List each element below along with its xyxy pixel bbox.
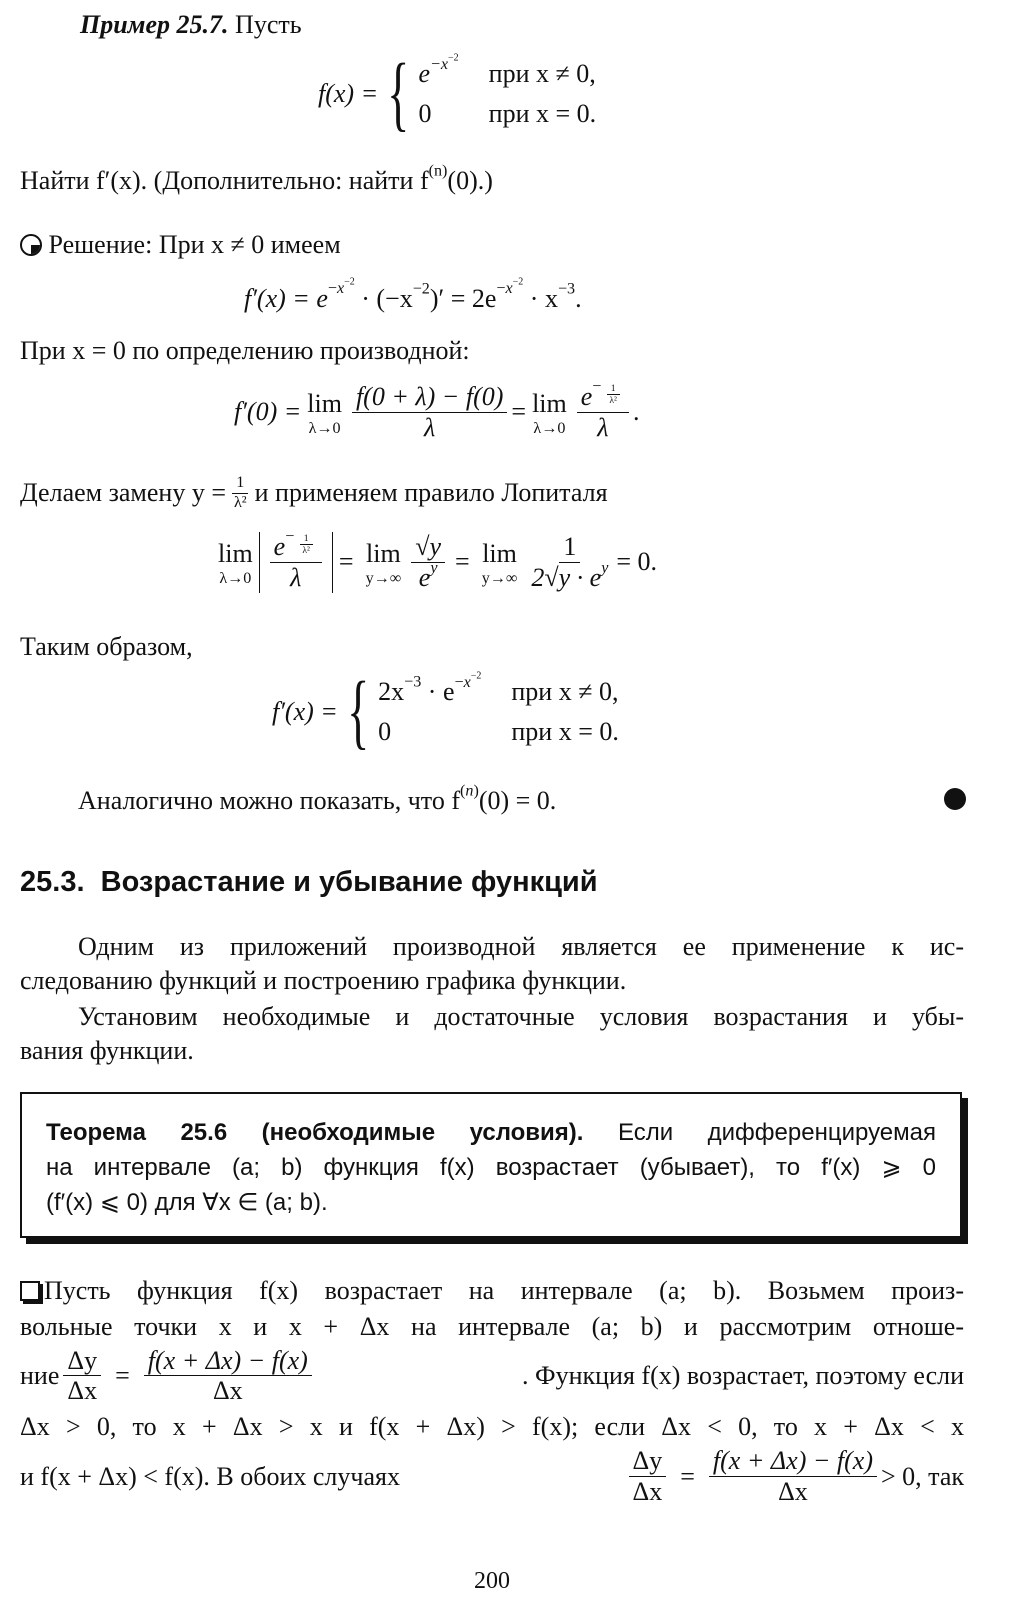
solution-start-icon [20,234,42,256]
proof-block [20,1274,964,1507]
lopital-limit: lim λ→0 $e^{- \frac{1}{\text{λ²}}}$ λ = lim y→∞ $\frac{√y}{e^y}$ = lim y→∞ $\frac{1}{2√y \cdot e^y}$ = 0. [218,528,658,592]
solution-label: Решение: [48,230,153,259]
substitution-line: Делаем замену y = $\frac{1}{\text{λ²}}$ и применяем правило Лопиталя [20,474,608,511]
paragraph-1: Одним из приложений производной является ее применение к ис- следованию функций и построению графика функции. [20,932,964,995]
example-intro: Пусть [235,10,302,39]
proof-line1: Пусть функция f(x) возрастает на интервале (a; b). Возьмем произ- [20,1274,964,1308]
page-number: 200 [474,1568,510,1594]
solution-line [20,228,341,262]
proof-line4: Δx > 0, то x + Δx > x и f(x + Δx) > f(x); если Δx < 0, то x + Δx < x [20,1412,964,1442]
cases-block [418,52,597,131]
limit-definition: f′(0) = lim λ→0 $\frac{f(0 + \lambda) - f(0)}{\lambda}$ = lim λ→0 $e^{- \frac{1}{\text{λ²}}}$ λ . [234,378,640,442]
case1-condition: при x ≠ 0, [488,59,596,89]
derivative-formula: $f'(x) = e^{-x^{-2}} \cdot (-x^{-2})' = 2e^{-x^{-2}} \cdot x^{-3}$. [244,276,582,313]
at-zero-line: При x = 0 по определению производной: [20,336,470,365]
theorem-line3: (f′(x) ⩽ 0) для ∀x ∈ (a; b). [46,1188,328,1216]
paragraph-2: Установим необходимые и достаточные условия возрастания и убы- вания функции. [20,1002,964,1065]
proof-line3: ние $\frac{\Delta y}{\Delta x}$ = $\frac{f(x + \Delta x) - f(x)}{\Delta x}$ . Функция f(x) возрастает, поэтому если [20,1345,964,1406]
solution-line1: При x ≠ 0 имеем [158,230,341,259]
proof-line2: вольные точки x и x + Δx на интервале (a; b) и рассмотрим отноше- [20,1311,964,1341]
task-line: Найти f′(x). (Дополнительно: найти $f^{(n)}(0)$.) [20,162,493,195]
case2-condition: при x = 0. [488,99,597,128]
theorem-box [20,1092,962,1238]
left-brace: { [346,665,370,758]
theorem-line1: Теорема 25.6 (необходимые условия). Если дифференцируемая [46,1119,936,1146]
f-def-lhs: f(x) = [318,79,379,109]
similarly-line: Аналогично можно показать, что $f^{(n)}(0) = 0$. [78,782,557,815]
result-definition: f′(x) = { $2x^{-3} \cdot e^{-x^{-2}}$ при x ≠ 0, 0 при x = 0. [272,665,619,758]
example-header [80,8,302,42]
proof-line5: и f(x + Δx) < f(x). В обоих случаях $\frac{\Delta y}{\Delta x}$ = $\frac{f(x + \Delta x) - f(x)}{\Delta x}$ > 0, так [20,1446,964,1507]
example-label: Пример 25.7. [80,10,229,39]
qed-icon [944,788,966,810]
theorem-line2: на интервале (a; b) функция f(x) возрастает (убывает), то f′(x) ⩾ 0 [46,1153,936,1181]
case2-expression: 0 [418,99,432,128]
case1-expression: $e^{-x^{-2}}$ [418,52,459,89]
section-heading: 25.3. Возрастание и убывание функций [20,866,598,898]
function-definition [318,47,597,140]
proof-start-icon [20,1281,40,1301]
thus-line: Таким образом, [20,632,193,661]
left-brace: { [387,47,410,140]
result-case1: $2x^{-3} \cdot e^{-x^{-2}}$ [378,670,482,707]
